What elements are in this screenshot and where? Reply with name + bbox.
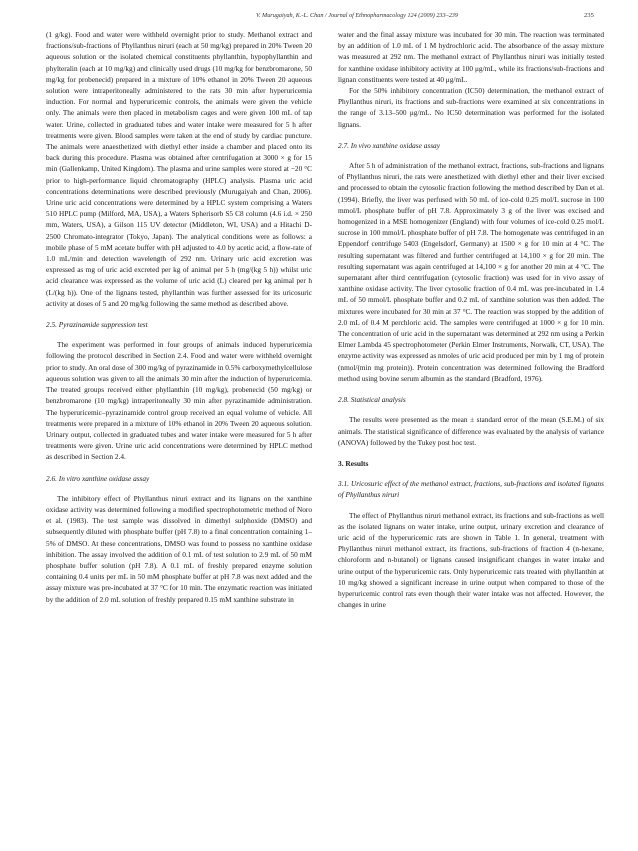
page-number: 235 [584, 12, 594, 19]
paragraph-in-vivo-assay: After 5 h of administration of the methanol extract, fractions, sub-fractions and lignans of Phyllanthus niruri, the rats were anesthetized with diethyl ether and their liver excised and processed to obtain the cytosolic fraction following the method described by Dan et al. (1994). Briefly, the liver was perfused with 50 mL of ice-cold 0.25 mol/L sucrose in 100 mmol/L phosphate buffer of pH 7.8. Approximately 3 g of the liver was excised and homogenized in a MSE homogenizer (England) with four volumes of ice-cold 0.25 mol/L sucrose in 100 mmol/L phosphate buffer of pH 7.8. The homogenate was centrifuged in an Eppendorf centrifuge 5403 (Engelsdorf, Germany) at 1500 × g for 10 min at 4 °C. The resulting supernatant was filtered and further centrifuged at 14,100 × g for 20 min. The resulting supernatant was again centrifuged at 14,100 × g for another 20 min at 4 °C. The supernatant after third centrifugation (cytosolic fraction) was used for in vivo assay of xanthine oxidase activity. The liver cytosolic fraction of 0.4 mL was pre-incubated in 1.4 mL of 50 mmol/L phosphate buffer and 0.2 mL of xanthine solution was then added. The mixtures were incubated for 30 min at 37 °C. The reaction was stopped by the addition of 2.0 mL of 0.4 M perchloric acid. The samples were centrifuged at 1000 × g for 10 min. The concentration of uric acid in the supernatant was determined at 292 nm using a Perkin Elmer Lambda 45 spectrophotometer (Perkin Elmer Instruments, Norwalk, CT, USA). The enzyme activity was expressed as nmoles of uric acid produced per min by 1 mg of protein (nmol/(min mg protein)). Protein concentration was determined following the Bradford method using bovine serum albumin as the standard (Bradford, 1976). [338, 161, 604, 383]
paragraph-in-vitro-assay: The inhibitory effect of Phyllanthus niruri extract and its lignans on the xanthine oxidase activity was determined following a modified spectrophotometric method of Noro et al. (1983). The test sample was dissolved in dimethyl sulphoxide (DMSO) and subsequently diluted with phosphate buffer (pH 7.8) to a final concentration containing 1–5% of DMSO. At these concentrations, DMSO was found to possess no xanthine oxidase inhibition. The assay involved the addition of 0.1 mL of test solution to 2.9 mL of 50 mM phosphate buffer solution (pH 7.8). A 0.1 mL of freshly prepared enzyme solution containing 0.4 units per mL in 50 mM phosphate buffer at pH 7.8 was next added and the assay mixture was pre-incubated at 37 °C for 10 min. The enzymatic reaction was initiated by the addition of 2.0 mL solution of freshly prepared 0.15 mM xanthine substrate in [46, 493, 312, 604]
paragraph-statistics: The results were presented as the mean ± standard error of the mean (S.E.M.) of six animals. The statistical significance of difference was evaluated by the analysis of variance (ANOVA) followed by the Tukey post hoc test. [338, 415, 604, 447]
section-heading-2-6: 2.6. In vitro xanthine oxidase assay [46, 473, 150, 483]
right-column [338, 29, 604, 610]
left-column [46, 29, 312, 605]
section-heading-2-7: 2.7. In vivo xanthine oxidase assay [338, 140, 440, 150]
paragraph-assay-continued: water and the final assay mixture was incubated for 30 min. The reaction was terminated by an addition of 1.0 mL of 1 M hydrochloric acid. The absorbance of the assay mixture was measured at 292 nm. The methanol extract of Phyllanthus niruri was initially tested for xanthine oxidase inhibitory activity at 100 μg/mL, while its fractions/sub-fractions and lignan constituents were tested at 40 μg/mL. [338, 30, 604, 84]
paragraph-animal-treatment: (1 g/kg). Food and water were withheld overnight prior to study. Methanol extract and fractions/sub-fractions of Phyllanthus niruri (each at 50 mg/kg) prepared in 20% Tween 20 aqueous solution or the isolated chemical constituents phyllanthin, hypophyllanthin and phylteralin (each at 10 mg/kg) and clinically used drugs (10 mg/kg for benzbromarone, 50 mg/kg for probenecid) prepared in a mixture of 10% ethanol in 20% Tween 20 aqueous solution were intraperitoneally administered to the rats 30 min after hyperuricemia induction. For normal and hyperuricemic controls, the animals were given the vehicle only. The animals were then placed in metabolism cages and were given 100 mL of tap water. Urine, collected in graduated tubes and water intake were measured for 5 h after treatments were given. Blood samples were taken at the end of study by cardiac puncture. The animals were anaesthetized with diethyl ether inside a chamber and placed onto its back during this procedure. Plasma was obtained after centrifugation at 3000 × g for 15 min (Gallenkamp, United Kingdom). The plasma and urine samples were stored at −20 °C prior to high-performance liquid chromatography (HPLC) analysis. Plasma uric acid concentrations determinations were described previously (Murugaiyah and Chan, 2006). Urine uric acid concentrations were determined by a HPLC system comprising a Waters 510 HPLC pump (Milford, MA, USA), a Waters Spherisorb S5 C8 column (4.6 i.d. × 250 mm, Waters, USA), a Gilson 115 UV detector (Middleton, WI, USA) and a Hitachi D-2500 Chromato-integrator (Tokyo, Japan). The analytical conditions were as follows: a mobile phase of 5 mM acetate buffer with pH adjusted to 4.0 by acetic acid, a flow-rate of 1.0 mL/min and detection wavelength of 292 nm. Urinary uric acid excretion was expressed as mg of uric acid excreted per kg of animal per 5 h (mg/(kg 5 h)) whilst uric acid clearance was expressed as the volume of uric acid (L) cleared per kg animal per h (L/(kg h)). One of the lignans tested, phyllanthin was further assessed for its uricosuric activity at doses of 5 and 20 mg/kg following the same method as described above. [46, 30, 312, 308]
running-head: V. Murugaiyah, K.-L. Chan / Journal of Ethnopharmacology 124 (2009) 233–239 [255, 12, 458, 19]
subsection-heading-3-1: 3.1. Uricosuric effect of the methanol extract, fractions, sub-fractions and isolated lignans of Phyllanthus niruri [338, 479, 604, 500]
paragraph-pyrazinamide: The experiment was performed in four groups of animals induced hyperuricemia following the protocol described in Section 2.4. Food and water were withheld overnight prior to study. An oral dose of 300 mg/kg of pyrazinamide in 0.5% carboxymethylcellulose aqueous solution was given to all the animals 30 min after the induction of hyperuricemia. The treated groups received either phyllanthin (10 mg/kg), probenecid (50 mg/kg) or benzbromarone (10 mg/kg) intraperitoneally 30 min after pyrazinamide administration. The hyperuricemic–pyrazinamide control group received an equal volume of vehicle. All treatments were prepared in a mixture of 10% ethanol in 20% Tween 20 aqueous solution. Urinary output, collected in graduated tubes and water intake were measured for 5 h after treatments were given. Urine uric acid concentrations were determined by HPLC method as described in Section 2.4. [46, 340, 313, 462]
section-heading-2-8: 2.8. Statistical analysis [338, 395, 406, 405]
paragraph-ic50: For the 50% inhibitory concentration (IC50) determination, the methanol extract of Phyllanthus niruri, its fractions and sub-fractions were examined at six concentrations in the range of 3.13–500 μg/mL. No IC50 determination was performed for the isolated lignans. [338, 86, 604, 129]
section-heading-2-5: 2.5. Pyrazinamide suppression test [46, 320, 148, 330]
paragraph-uricosuric-effect: The effect of Phyllanthus niruri methanol extract, its fractions and sub-fractions as well as the isolated lignans on water intake, urine output, urinary excretion and clearance of uric acid of the hyperuricemic rats are shown in Table 1. In general, treatment with Phyllanthus niruri methanol extract, its fractions, sub-fractions of fraction 4 (n-hexane, chloroform and n-butanol) or lignans caused insignificant changes in water intake and urine output of the hyperuricemic rats. Only hyperuricemic rats treated with phyllanthin at 10 mg/kg showed a significant increase in urine output when compared to those of the hyperuricemic control rats even though their water intake was not affected. However, the changes in urine [338, 510, 604, 610]
section-heading-results: 3. Results [338, 458, 369, 468]
